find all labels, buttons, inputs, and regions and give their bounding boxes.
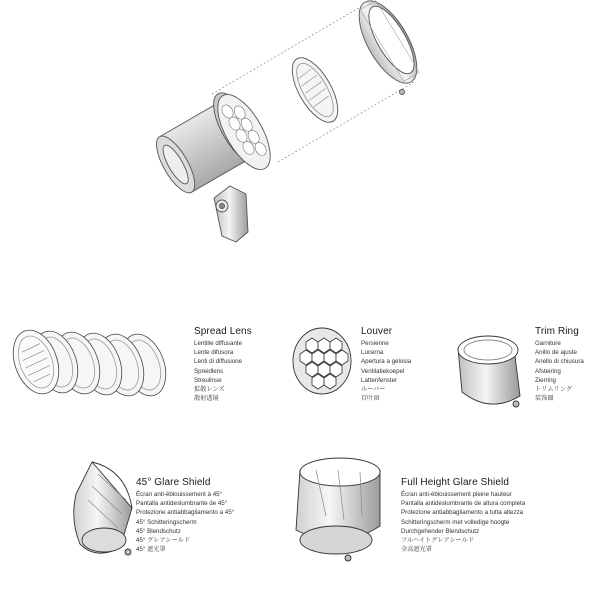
glare-shield-45-drawing (74, 462, 132, 555)
item-title: 45° Glare Shield (136, 477, 211, 488)
translation-fr: Écran anti-éblouissement à 45° (136, 491, 223, 498)
translation-de: 45° Blendschutz (136, 527, 181, 535)
label-block-spread-lens (194, 326, 252, 403)
translation-ja: フルハイトグレアシールド (401, 537, 475, 545)
translation-es: Lente difusora (194, 349, 234, 357)
label-block-louver (361, 326, 411, 403)
translation-zh: 百叶窗 (361, 395, 380, 403)
translation-fr: Persienne (361, 340, 389, 347)
translation-zh: 散射透镜 (194, 395, 219, 403)
knuckle-mount (214, 186, 248, 242)
translation-de: Zierring (535, 376, 556, 384)
label-block-45-glare-shield (136, 477, 234, 554)
translation-nl: Spreidlens (194, 367, 224, 375)
translation-nl: 45° Schitteringscherm (136, 518, 197, 526)
translation-it: Anello di chiusura (535, 358, 584, 366)
translation-fr: Lentille diffusante (194, 340, 243, 347)
translation-fr: Écran anti-éblouissement pleine hauteur (401, 491, 512, 498)
full-height-glare-shield-drawing (296, 458, 380, 561)
translation-ja: ルーバー (361, 386, 386, 394)
translation-de: Streulinse (194, 376, 222, 384)
item-title: Spread Lens (194, 326, 252, 337)
translation-it: Protezione antiabbagliamento a tutta altezza (401, 509, 524, 517)
exploded-trim-ring (348, 0, 429, 92)
exploded-spread-lens (283, 51, 347, 129)
translation-es: Pantalla antideslumbrante de altura completa (401, 500, 526, 508)
label-block-full-height-glare-shield (401, 477, 525, 554)
translation-it: Apertura a gelosia (361, 358, 412, 366)
spread-lens-stack (5, 324, 174, 402)
trim-ring-drawing (458, 336, 520, 407)
translation-ja: 45° グレアシールド (136, 537, 191, 545)
translation-it: Protezione antiabbagliamento a 45° (136, 509, 235, 517)
item-title: Trim Ring (535, 326, 579, 337)
translation-es: Anillo de ajuste (535, 349, 577, 357)
translation-es: Pantalla antideslumbrante de 45° (136, 500, 228, 508)
translation-zh: 全高遮光罩 (401, 546, 432, 554)
translation-nl: Schitteringscherm met volledige hoogte (401, 518, 510, 526)
translation-ja: 拡散レンズ (194, 386, 225, 394)
label-block-trim-ring (535, 326, 584, 403)
fixture-exploded-view (145, 0, 428, 242)
translation-fr: Garniture (535, 340, 561, 347)
item-title: Full Height Glare Shield (401, 477, 510, 488)
translation-ja: トリムリング (535, 386, 573, 394)
translation-nl: Ventilatiekoepel (361, 367, 405, 375)
translation-nl: Afsteiring (535, 367, 561, 375)
translation-de: Lattenfenster (361, 376, 398, 384)
translation-de: Durchgehender Blendschutz (401, 527, 480, 535)
translation-it: Lenti di diffusione (194, 358, 243, 366)
trim-ring-screw (400, 90, 405, 95)
item-title: Louver (361, 326, 393, 337)
translation-zh: 装饰圈 (535, 395, 554, 403)
translation-es: Lucerna (361, 349, 384, 357)
louver-drawing (293, 328, 351, 394)
translation-zh: 45° 遮光罩 (136, 546, 166, 554)
